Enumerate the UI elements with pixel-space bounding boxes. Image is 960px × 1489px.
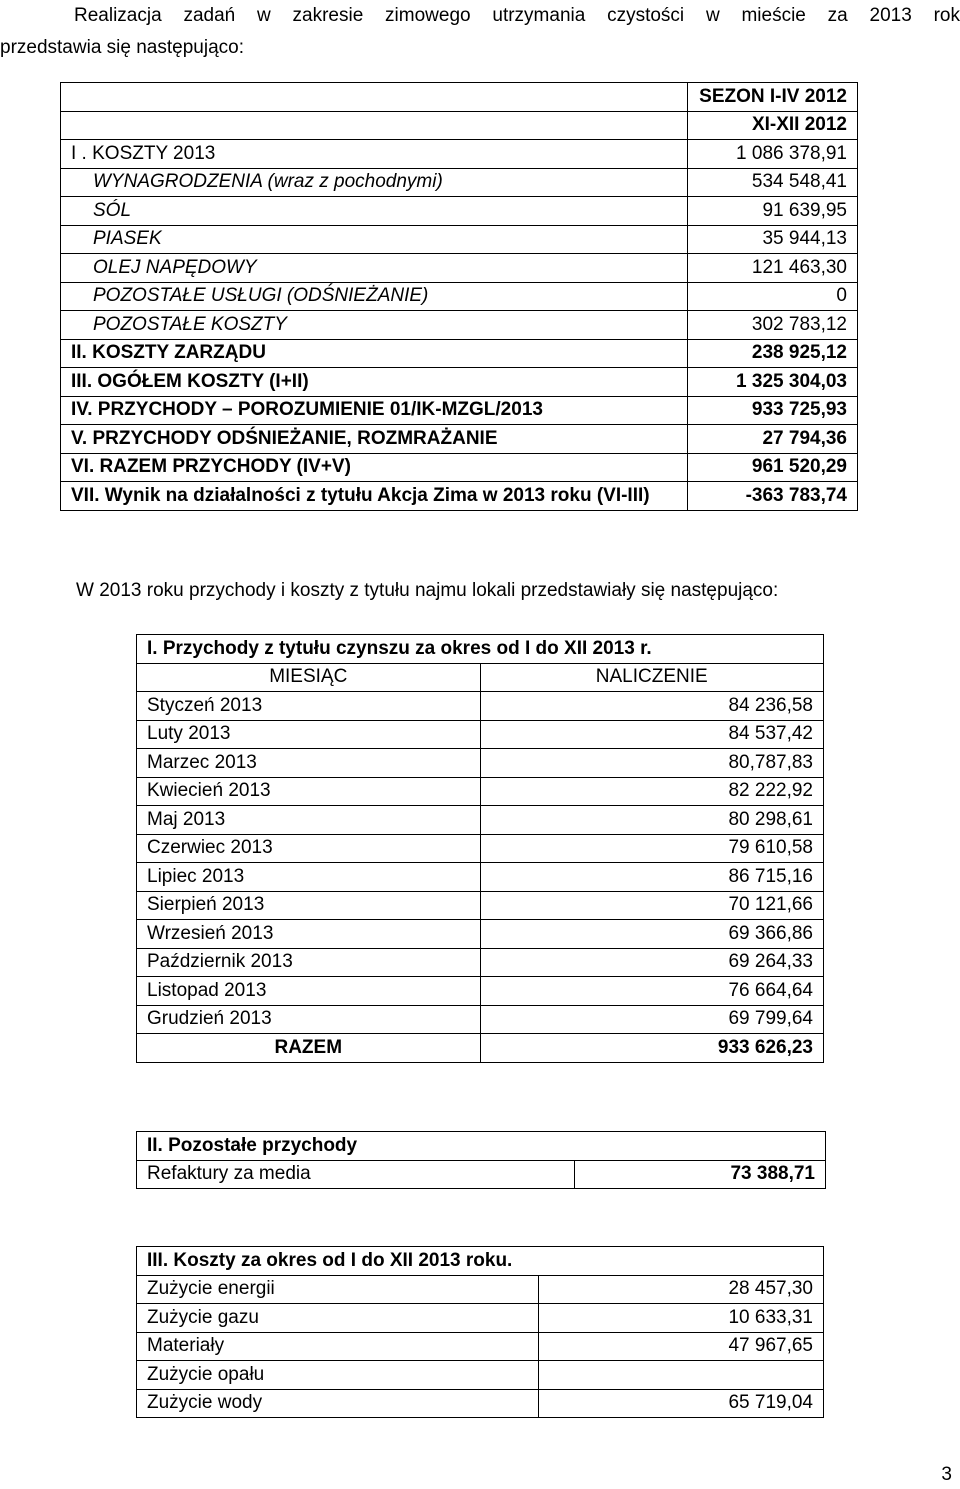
intro-word: w xyxy=(705,5,720,26)
value-cell: 70 121,66 xyxy=(480,891,824,920)
month-column-header: MIESIĄC xyxy=(137,663,481,692)
table-row xyxy=(137,834,824,863)
table-title-row xyxy=(137,1132,826,1161)
table-row xyxy=(137,1389,824,1418)
intro-word: czystości xyxy=(607,5,685,26)
season-rows xyxy=(61,140,858,511)
row-value: 91 639,95 xyxy=(688,197,858,226)
rent-paragraph: W 2013 roku przychody i koszty z tytułu najmu lokali przedstawiały się następująco: xyxy=(76,580,779,601)
table-row xyxy=(61,282,858,311)
value-cell: 76 664,64 xyxy=(480,977,824,1006)
intro-word: zadań xyxy=(183,5,236,26)
cost-label: Materiały xyxy=(137,1332,539,1361)
value-cell: 86 715,16 xyxy=(480,863,824,892)
table-row xyxy=(61,140,858,169)
table-header-row xyxy=(61,83,858,112)
value-cell: 79 610,58 xyxy=(480,834,824,863)
row-label: VI. RAZEM PRZYCHODY (IV+V) xyxy=(61,453,688,482)
table-row xyxy=(137,1361,824,1390)
month-cell: Lipiec 2013 xyxy=(137,863,481,892)
month-cell: Czerwiec 2013 xyxy=(137,834,481,863)
row-value: 302 783,12 xyxy=(688,311,858,340)
table-row xyxy=(61,453,858,482)
intro-word: zakresie xyxy=(292,5,364,26)
rent-table-title: I. Przychody z tytułu czynszu za okres od I do XII 2013 r. xyxy=(137,635,824,664)
winter-season-table xyxy=(60,82,858,511)
row-value: 35 944,13 xyxy=(688,225,858,254)
month-cell: Luty 2013 xyxy=(137,720,481,749)
month-cell: Kwiecień 2013 xyxy=(137,777,481,806)
intro-line-1 xyxy=(0,0,960,32)
cost-value: 10 633,31 xyxy=(538,1304,823,1333)
row-label: SÓL xyxy=(61,197,688,226)
cost-value: 28 457,30 xyxy=(538,1275,823,1304)
table-row xyxy=(137,720,824,749)
season-header-2: XI-XII 2012 xyxy=(688,111,858,140)
table-header-row xyxy=(61,111,858,140)
table-row xyxy=(137,948,824,977)
table-row xyxy=(61,225,858,254)
table-title-row xyxy=(137,635,824,664)
value-cell: 69 366,86 xyxy=(480,920,824,949)
row-label: POZOSTAŁE USŁUGI (ODŚNIEŻANIE) xyxy=(61,282,688,311)
table-header-row xyxy=(137,663,824,692)
intro-word: rok xyxy=(933,5,960,26)
table-row xyxy=(137,692,824,721)
value-cell: 69 264,33 xyxy=(480,948,824,977)
row-label: IV. PRZYCHODY – POROZUMIENIE 01/IK-MZGL/2013 xyxy=(61,396,688,425)
row-label: WYNAGRODZENIA (wraz z pochodnymi) xyxy=(61,168,688,197)
cost-value: 47 967,65 xyxy=(538,1332,823,1361)
cost-value xyxy=(538,1361,823,1390)
cost-label: Zużycie wody xyxy=(137,1389,539,1418)
other-income-value: 73 388,71 xyxy=(575,1160,826,1189)
table-row xyxy=(137,777,824,806)
cost-label: Zużycie opału xyxy=(137,1361,539,1390)
row-value: 1 325 304,03 xyxy=(688,368,858,397)
table-row xyxy=(137,1005,824,1034)
page-number: 3 xyxy=(941,1464,952,1485)
total-value: 933 626,23 xyxy=(480,1034,824,1063)
row-label: III. OGÓŁEM KOSZTY (I+II) xyxy=(61,368,688,397)
month-cell: Sierpień 2013 xyxy=(137,891,481,920)
row-value: -363 783,74 xyxy=(688,482,858,511)
table-row xyxy=(61,197,858,226)
table-row xyxy=(61,311,858,340)
row-label: PIASEK xyxy=(61,225,688,254)
table-row xyxy=(137,891,824,920)
month-cell: Wrzesień 2013 xyxy=(137,920,481,949)
row-label: II. KOSZTY ZARZĄDU xyxy=(61,339,688,368)
intro-word: za xyxy=(827,5,848,26)
month-cell: Listopad 2013 xyxy=(137,977,481,1006)
value-cell: 80,787,83 xyxy=(480,749,824,778)
intro-word: utrzymania xyxy=(492,5,586,26)
table-row xyxy=(137,806,824,835)
season-header-1: SEZON I-IV 2012 xyxy=(688,83,858,112)
row-label: POZOSTAŁE KOSZTY xyxy=(61,311,688,340)
total-row xyxy=(137,1034,824,1063)
table-row xyxy=(137,1160,826,1189)
table-row xyxy=(61,254,858,283)
intro-word: zimowego xyxy=(385,5,471,26)
row-value: 933 725,93 xyxy=(688,396,858,425)
table-row xyxy=(61,396,858,425)
table-row xyxy=(137,863,824,892)
table-row xyxy=(61,368,858,397)
month-cell: Styczeń 2013 xyxy=(137,692,481,721)
table-row xyxy=(61,339,858,368)
value-cell: 69 799,64 xyxy=(480,1005,824,1034)
row-value: 961 520,29 xyxy=(688,453,858,482)
empty-cell xyxy=(61,83,688,112)
value-cell: 82 222,92 xyxy=(480,777,824,806)
table-row xyxy=(137,749,824,778)
value-column-header: NALICZENIE xyxy=(480,663,824,692)
intro-word: mieście xyxy=(741,5,806,26)
table-row xyxy=(137,1332,824,1361)
rent-rows xyxy=(137,692,824,1034)
other-income-title: II. Pozostałe przychody xyxy=(137,1132,826,1161)
rent-income-table xyxy=(136,634,824,1063)
intro-word: 2013 xyxy=(869,5,912,26)
other-income-label: Refaktury za media xyxy=(137,1160,575,1189)
month-cell: Październik 2013 xyxy=(137,948,481,977)
cost-label: Zużycie gazu xyxy=(137,1304,539,1333)
value-cell: 84 236,58 xyxy=(480,692,824,721)
value-cell: 84 537,42 xyxy=(480,720,824,749)
empty-cell xyxy=(61,111,688,140)
row-value: 238 925,12 xyxy=(688,339,858,368)
cost-rows xyxy=(137,1275,824,1418)
row-label: I . KOSZTY 2013 xyxy=(61,140,688,169)
table-row xyxy=(61,168,858,197)
row-value: 534 548,41 xyxy=(688,168,858,197)
table-row xyxy=(61,425,858,454)
row-value: 0 xyxy=(688,282,858,311)
other-income-table xyxy=(136,1131,826,1189)
costs-table xyxy=(136,1246,824,1418)
month-cell: Marzec 2013 xyxy=(137,749,481,778)
row-label: V. PRZYCHODY ODŚNIEŻANIE, ROZMRAŻANIE xyxy=(61,425,688,454)
intro-word: Realizacja xyxy=(74,5,162,26)
intro-text xyxy=(0,0,960,64)
intro-word: w xyxy=(257,5,271,26)
table-row xyxy=(137,1275,824,1304)
month-cell: Grudzień 2013 xyxy=(137,1005,481,1034)
row-value: 1 086 378,91 xyxy=(688,140,858,169)
row-label: VII. Wynik na działalności z tytułu Akcja Zima w 2013 roku (VI-III) xyxy=(61,482,688,511)
table-row xyxy=(137,1304,824,1333)
cost-label: Zużycie energii xyxy=(137,1275,539,1304)
row-value: 27 794,36 xyxy=(688,425,858,454)
month-cell: Maj 2013 xyxy=(137,806,481,835)
value-cell: 80 298,61 xyxy=(480,806,824,835)
table-title-row xyxy=(137,1247,824,1276)
total-label: RAZEM xyxy=(137,1034,481,1063)
row-label: OLEJ NAPĘDOWY xyxy=(61,254,688,283)
intro-line-2: przedstawia się następująco: xyxy=(0,37,244,58)
costs-title: III. Koszty za okres od I do XII 2013 roku. xyxy=(137,1247,824,1276)
row-value: 121 463,30 xyxy=(688,254,858,283)
table-row xyxy=(61,482,858,511)
table-row xyxy=(137,977,824,1006)
table-row xyxy=(137,920,824,949)
cost-value: 65 719,04 xyxy=(538,1389,823,1418)
